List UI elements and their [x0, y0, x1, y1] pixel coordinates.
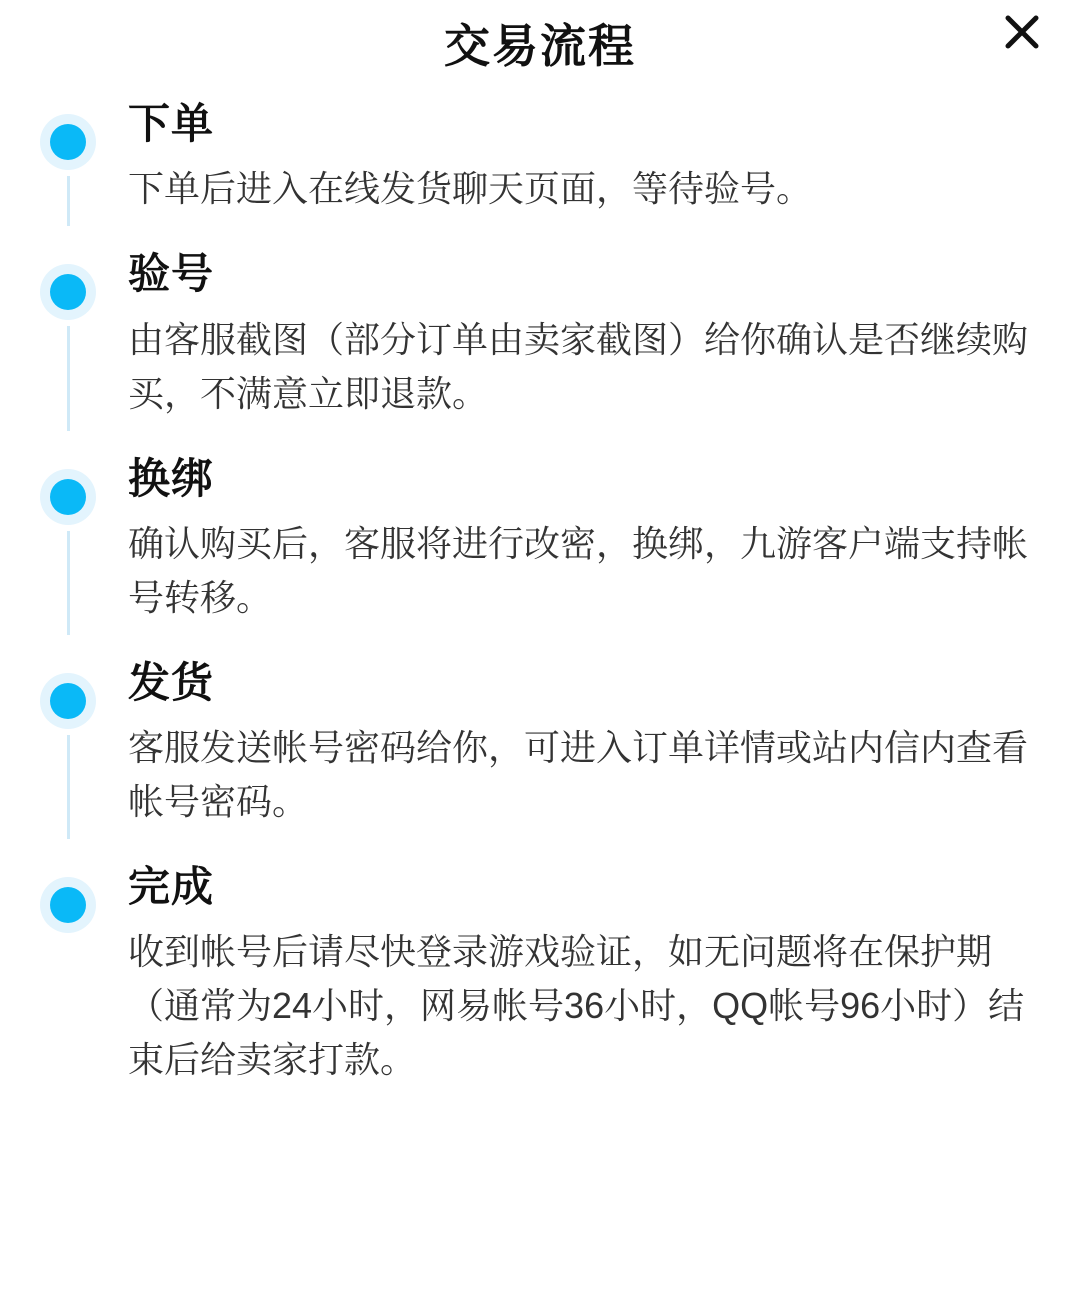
- step-bullet-icon: [40, 114, 96, 170]
- step-connector: [67, 176, 70, 226]
- step-bullet-icon: [40, 673, 96, 729]
- page-title: 交易流程: [444, 20, 636, 72]
- close-icon[interactable]: [992, 2, 1052, 62]
- steps-list: [0, 86, 1080, 1087]
- step-title: 下单: [128, 100, 215, 147]
- step-bullet-icon: [40, 877, 96, 933]
- step-title: 验号: [128, 250, 215, 298]
- step-connector: [67, 531, 70, 635]
- sheet-header: [0, 0, 1080, 86]
- step-connector: [67, 326, 70, 430]
- step-bullet-icon: [40, 264, 96, 320]
- step-bullet-icon: [40, 469, 96, 525]
- list-item: [0, 659, 1080, 829]
- step-description: 收到帐号后请尽快登录游戏验证，如无问题将在保护期（通常为24小时，网易帐号36小时，QQ帐号96小时）结束后给卖家打款。: [128, 931, 1025, 1081]
- step-description: 下单后进入在线发货聊天页面，等待验号。: [128, 168, 813, 210]
- step-title: 完成: [128, 863, 215, 911]
- step-description: 由客服截图（部分订单由卖家截图）给你确认是否继续购买，不满意立即退款。: [128, 318, 1029, 414]
- step-connector: [67, 735, 70, 839]
- list-item: [0, 455, 1080, 625]
- list-item: [0, 863, 1080, 1087]
- list-item: [0, 250, 1080, 420]
- step-title: 发货: [128, 658, 215, 706]
- list-item: [0, 100, 1080, 216]
- step-title: 换绑: [128, 454, 215, 502]
- step-description: 客服发送帐号密码给你，可进入订单详情或站内信内查看帐号密码。: [128, 727, 1029, 823]
- step-description: 确认购买后，客服将进行改密，换绑，九游客户端支持帐号转移。: [128, 522, 1029, 618]
